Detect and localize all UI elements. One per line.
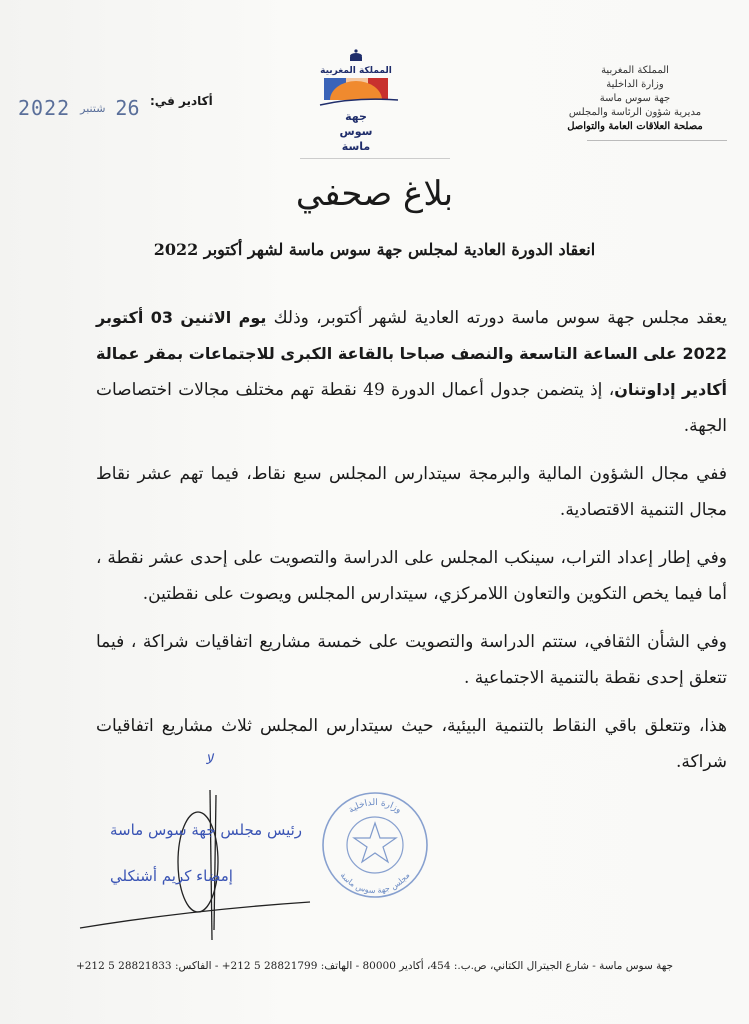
svg-text:مجلس جهة سوس ماسة xyxy=(339,871,412,895)
date-month: شتنبر xyxy=(80,101,106,115)
org-line-ministry: وزارة الداخلية xyxy=(606,79,664,90)
logo-line-2: سوس xyxy=(339,125,373,138)
handwritten-initial: ﻻ xyxy=(205,752,213,768)
signature-area xyxy=(70,790,430,940)
signatory-name: إمضاء كريم أشنكلي xyxy=(110,867,233,885)
paragraph-1 xyxy=(96,300,727,444)
document-body xyxy=(96,300,727,792)
official-stamp xyxy=(320,790,430,900)
date-year: 2022 xyxy=(18,96,71,120)
logo-top-text: المملكة المغربية xyxy=(320,66,392,76)
date-stamp xyxy=(18,96,140,120)
org-line-kingdom: المملكة المغربية xyxy=(601,65,669,76)
org-line-region: جهة سوس ماسة xyxy=(599,93,671,104)
paragraph-4: وفي الشأن الثقافي، ستتم الدراسة والتصويت على خمسة مشاريع اتفاقيات شراكة ، فيما تتعلق إحدى نقطة بالتنمية الاجتماعية . xyxy=(96,632,727,688)
org-header xyxy=(535,64,735,134)
paragraph-1-end: ، إذ يتضمن جدول أعمال الدورة 49 نقطة تهم مختلف مجالات اختصاصات الجهة. xyxy=(96,380,727,436)
official-stamp-icon xyxy=(320,790,430,900)
paragraph-5: هذا، وتتعلق باقي النقاط بالتنمية البيئية، حيث سيتدارس المجلس ثلاث مشاريع اتفاقيات شراكة. xyxy=(96,716,727,772)
svg-text:وزارة الداخلية xyxy=(347,798,403,816)
signature-icon xyxy=(70,790,320,940)
header-divider xyxy=(587,140,727,141)
date-label: أكادير في: xyxy=(150,94,213,108)
crown-icon xyxy=(350,49,362,61)
stamp-bottom-text: مجلس جهة سوس ماسة xyxy=(338,870,412,896)
paragraph-1-highlight: يوم الاثنين 03 أكتوبر 2022 على الساعة التاسعة والنصف صباحا بالقاعة الكبرى للاجتماعات بمقر عمالة أكادير إداوتنان xyxy=(96,308,727,399)
region-logo xyxy=(318,48,418,156)
logo-graphic-icon xyxy=(318,48,418,156)
document-subtitle: انعقاد الدورة العادية لمجلس جهة سوس ماسة لشهر أكتوبر 2022 xyxy=(153,240,596,259)
paragraph-2: ففي مجال الشؤون المالية والبرمجة سيتدارس المجلس سبع نقاط، فيما تهم عشر نقاط مجال التنمية الاقتصادية. xyxy=(96,464,727,520)
footer-address: جهة سوس ماسة - شارع الجيترال الكتاني، ص.ب.: 454، أكادير 80000 - الهاتف: 28821799 5 212+ - الفاكس: 28821833 5 212+ xyxy=(75,960,674,972)
paragraph-3: وفي إطار إعداد التراب، سينكب المجلس على الدراسة والتصويت على إحدى عشر نقطة ، أما فيما يخص التكوين والتعاون اللامركزي، سيتدارس المجلس ويصوت على نقطتين. xyxy=(96,548,727,604)
paragraph-1-intro: يعقد مجلس جهة سوس ماسة دورته العادية لشهر أكتوبر، وذلك xyxy=(266,308,727,328)
stamp-top-text: وزارة الداخلية xyxy=(346,797,404,816)
date-day: 26 xyxy=(115,96,140,120)
logo-divider xyxy=(300,158,450,159)
document-title: بلاغ صحفي xyxy=(295,174,454,214)
org-line-directorate: مديرية شؤون الرئاسة والمجلس xyxy=(568,107,702,118)
org-line-service: مصلحة العلاقات العامة والتواصل xyxy=(567,121,703,132)
logo-line-3: ماسة xyxy=(341,140,371,153)
logo-line-1: جهة xyxy=(345,110,367,123)
signatory-title: رئيس مجلس جهة سوس ماسة xyxy=(110,821,303,839)
